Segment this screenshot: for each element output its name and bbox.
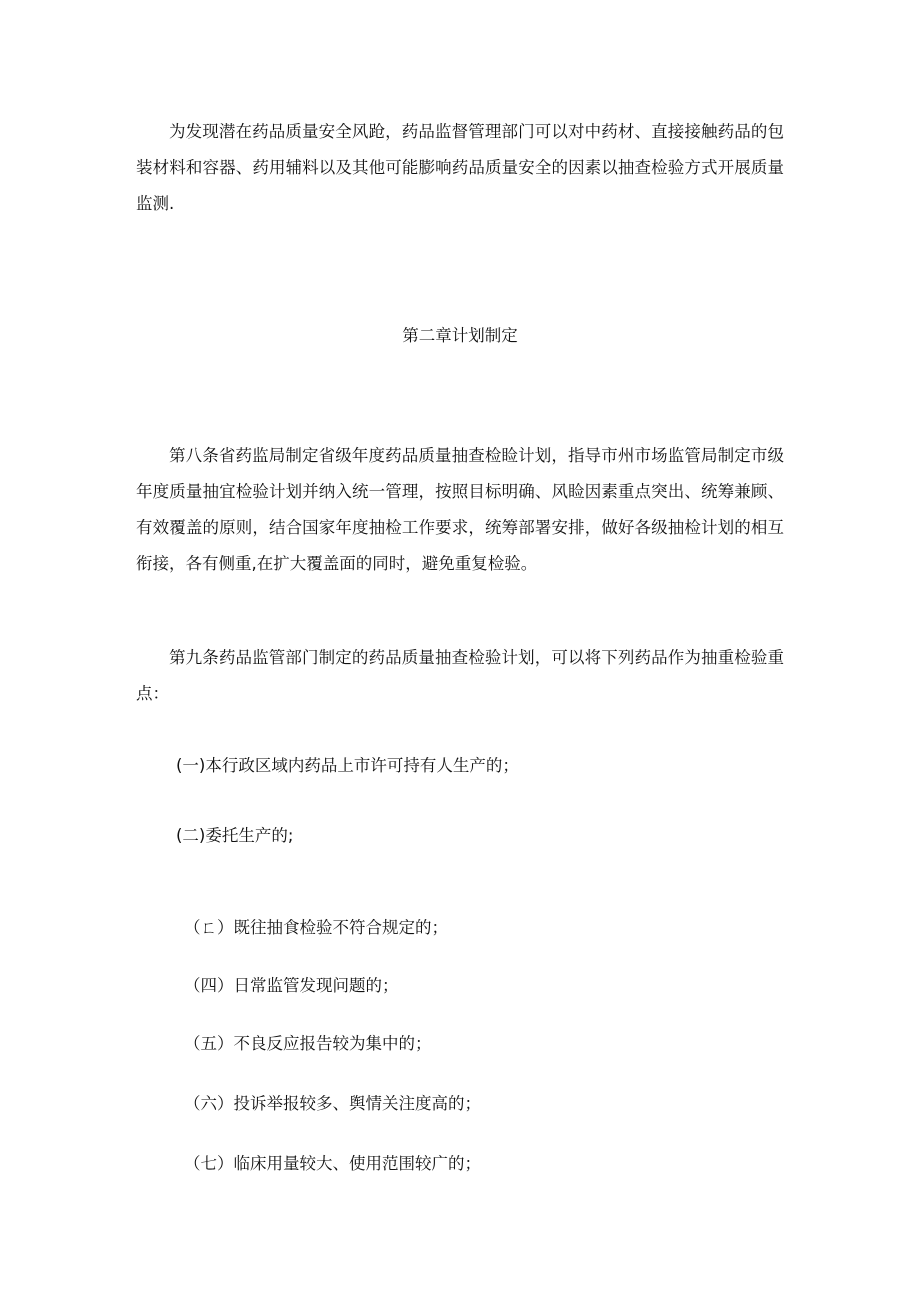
- list-item: （五）不良反应报告较为集中的；: [184, 1034, 432, 1053]
- paragraph-quality-monitoring: 为发现潜在药品质量安全风跄，药品监督管理部门可以对中药材、直接接触药品的包装材料和容器、药用辅料以及其他可能膨响药品质量安全的因素以抽查检验方式开展质量监测.: [136, 122, 784, 213]
- list-item: （四）日常监管发现问题的；: [184, 976, 399, 995]
- list-item: （六）投诉举报较多、舆情关注度高的；: [184, 1094, 481, 1113]
- list-item: （ㄈ）既往抽食检验不符合规定的；: [184, 918, 448, 937]
- paragraph-article-9: 第九条药品监管部门制定的药品质量抽查检验计划，可以将下列药品作为抽重检验重点：: [136, 648, 784, 703]
- list-item: （七）临床用量较大、使用范围较广的；: [184, 1154, 481, 1173]
- chapter-heading: 第二章计划制定: [402, 326, 518, 345]
- paragraph-article-8: 第八条省药监局制定省级年度药品质量抽查检睑计划，指导市州市场监管局制定市级年度质量抽宜检验计划并纳入统一管理，按照目标明确、风睑因素重点突出、统筹兼顾、有效覆盖的原则，结合国家年度抽检工作要求，统筹部署安排，做好各级抽检计划的相互衔接，各有侧重,在扩大覆盖面的同时，避免重复检验。: [136, 446, 784, 573]
- list-item: (一)本行政区域内药品上市许可持有人生产的；: [176, 756, 519, 775]
- list-item: (二)委托生产的;: [176, 826, 294, 845]
